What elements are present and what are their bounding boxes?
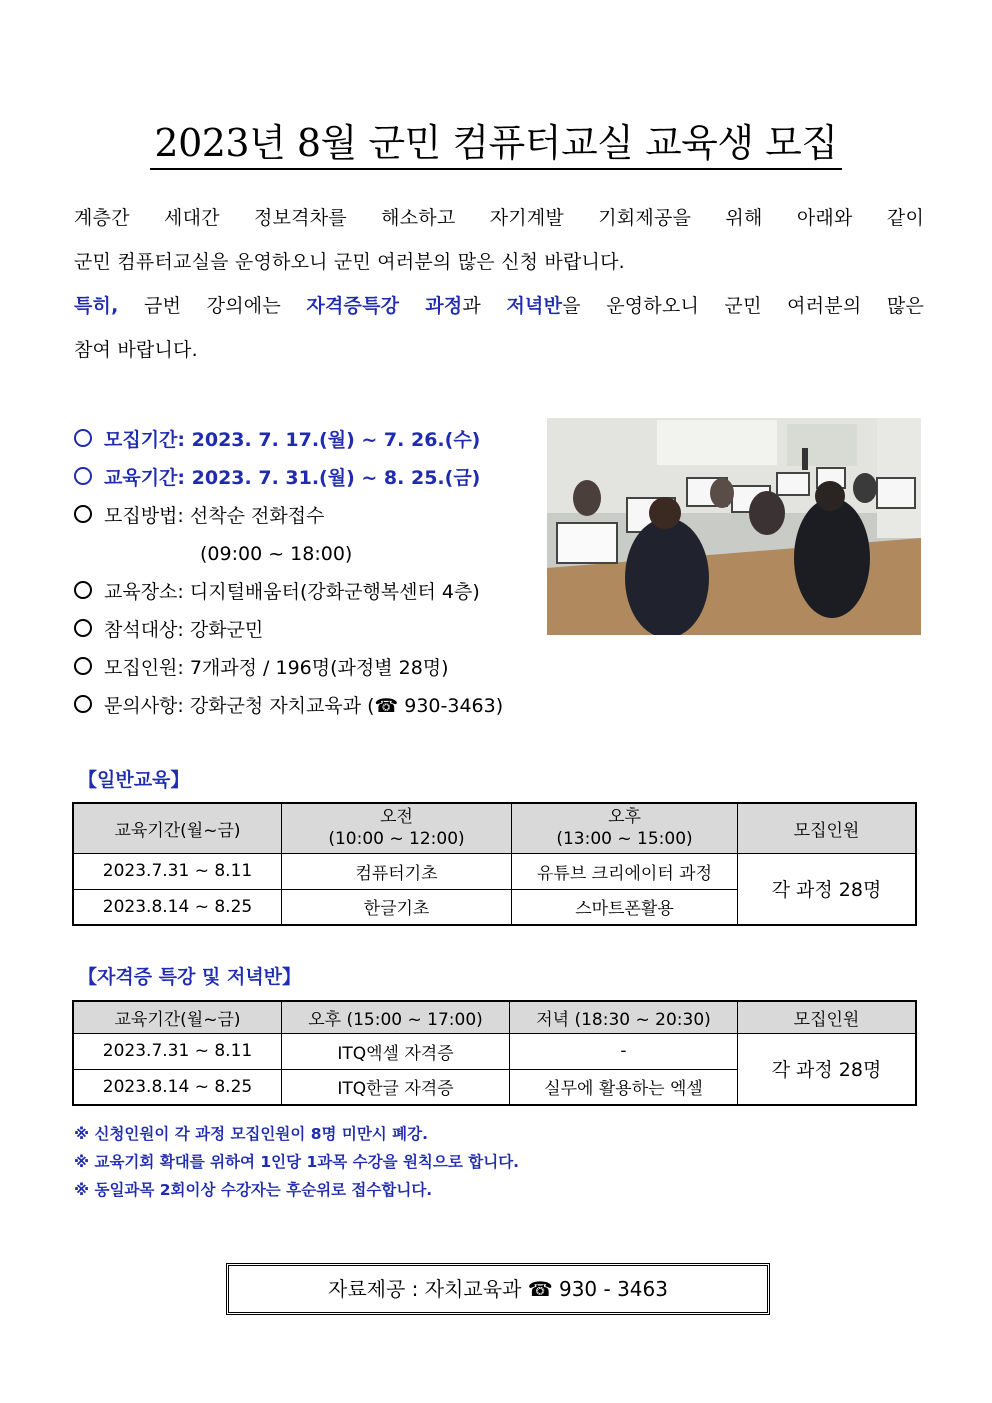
table-row: 2023.8.14 ~ 8.25 ITQ한글 자격증 실무에 활용하는 엑셀 (73, 1069, 916, 1105)
general-section-label: 【일반교육】 (78, 769, 190, 791)
general-header-pm: 오후 (13:00 ~ 15:00) (512, 803, 738, 853)
general-capacity-cell: 각 과정 28명 (738, 853, 917, 925)
circle-bullet-icon (74, 695, 92, 713)
general-header-am: 오전 (10:00 ~ 12:00) (282, 803, 512, 853)
circle-bullet-icon (74, 429, 92, 447)
cert-section-label: 【자격증 특강 및 저녁반】 (78, 966, 302, 988)
cert-capacity-cell: 각 과정 28명 (738, 1033, 917, 1105)
intro-emphasis-cert: 자격증특강 과정 (306, 295, 463, 317)
intro-paragraph (74, 196, 924, 372)
general-schedule-table (72, 802, 917, 926)
circle-bullet-icon (74, 581, 92, 599)
table-row: 2023.7.31 ~ 8.11 컴퓨터기초 유튜브 크리에이터 과정 각 과정 28명 (73, 853, 916, 889)
info-method-hours: (09:00 ~ 18:00) (200, 543, 353, 565)
intro-line-4: 참여 바랍니다. (74, 339, 198, 361)
info-contact: 문의사항: 강화군청 자치교육과 (☎ 930-3463) (74, 687, 503, 725)
info-target: 참석대상: 강화군민 (74, 611, 503, 649)
cert-header-evening: 저녁 (18:30 ~ 20:30) (510, 1001, 738, 1033)
intro-line-1: 계층간 세대간 정보격차를 해소하고 자기계발 기회제공을 위해 아래와 같이 (74, 207, 924, 229)
info-recruit-period: 모집기간: 2023. 7. 17.(월) ~ 7. 26.(수) (74, 421, 503, 459)
general-header-capacity: 모집인원 (738, 803, 917, 853)
circle-bullet-icon (74, 467, 92, 485)
info-edu-period: 교육기간: 2023. 7. 31.(월) ~ 8. 25.(금) (74, 459, 503, 497)
classroom-photo (547, 418, 921, 635)
table-row: 2023.8.14 ~ 8.25 한글기초 스마트폰활용 (73, 889, 916, 925)
note-item: ※ 동일과목 2회이상 수강자는 후순위로 접수합니다. (74, 1181, 433, 1199)
cert-header-pm: 오후 (15:00 ~ 17:00) (282, 1001, 510, 1033)
circle-bullet-icon (74, 619, 92, 637)
notes-list (74, 1120, 519, 1204)
general-header-period: 교육기간(월~금) (73, 803, 282, 853)
circle-bullet-icon (74, 505, 92, 523)
cert-schedule-table (72, 1000, 917, 1106)
info-method: 모집방법: 선착순 전화접수 (74, 497, 503, 535)
cert-header-capacity: 모집인원 (738, 1001, 917, 1033)
intro-line-3: 특히, 금번 강의에는 자격증특강 과정과 저녁반을 운영하오니 군민 여러분의 많은 (74, 295, 924, 317)
intro-emphasis-evening: 저녁반 (506, 295, 563, 317)
note-item: ※ 교육기회 확대를 위하여 1인당 1과목 수강을 원칙으로 합니다. (74, 1153, 520, 1171)
info-capacity: 모집인원: 7개과정 / 196명(과정별 28명) (74, 649, 503, 687)
page-title: 2023년 8월 군민 컴퓨터교실 교육생 모집 (0, 112, 992, 167)
cert-header-period: 교육기간(월~금) (73, 1001, 282, 1033)
info-list (74, 421, 503, 725)
source-footer: 자료제공 : 자치교육과 ☎ 930 - 3463 (226, 1263, 770, 1315)
info-place: 교육장소: 디지털배움터(강화군행복센터 4층) (74, 573, 503, 611)
intro-line-2: 군민 컴퓨터교실을 운영하오니 군민 여러분의 많은 신청 바랍니다. (74, 251, 625, 273)
table-row: 2023.7.31 ~ 8.11 ITQ엑셀 자격증 - 각 과정 28명 (73, 1033, 916, 1069)
intro-emphasis-special: 특히, (74, 295, 119, 317)
circle-bullet-icon (74, 657, 92, 675)
note-item: ※ 신청인원이 각 과정 모집인원이 8명 미만시 폐강. (74, 1125, 429, 1143)
